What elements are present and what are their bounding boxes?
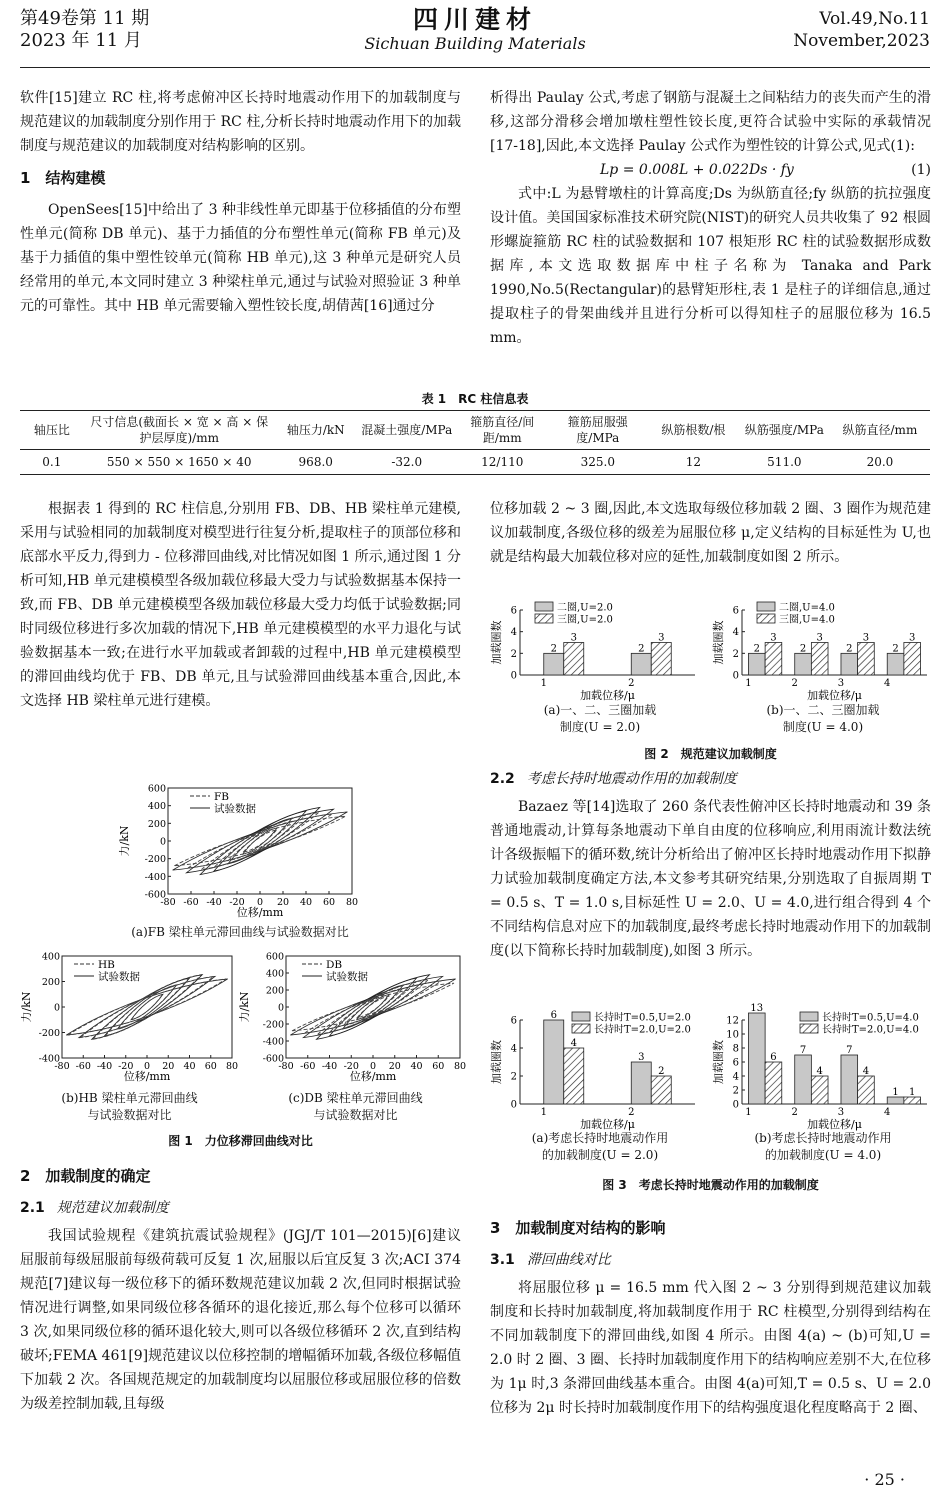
x-tick-label: 20 bbox=[276, 897, 290, 908]
caption-line: 与试验数据对比 bbox=[313, 1108, 398, 1122]
fig2-caption: 图 2 规范建议加载制度 bbox=[644, 747, 777, 761]
bar-value-label: 7 bbox=[799, 1045, 807, 1056]
table-cell: 0.1 bbox=[42, 455, 62, 469]
x-tick-label: 0 bbox=[256, 897, 264, 908]
bar bbox=[748, 653, 765, 675]
col-header: 箍筋屈服强度/MPa bbox=[567, 415, 628, 445]
bar-value-label: 7 bbox=[846, 1045, 853, 1056]
y-tick-label: 0 bbox=[732, 1099, 739, 1111]
table-header-row bbox=[20, 411, 930, 450]
y-tick-label: 2 bbox=[732, 648, 739, 660]
y-tick-label: 4 bbox=[510, 627, 517, 639]
equation-1 bbox=[490, 158, 931, 182]
bar-value-label: 3 bbox=[570, 632, 577, 644]
bar bbox=[564, 1048, 584, 1104]
bar-value-label: 2 bbox=[892, 643, 899, 655]
experiment-loop bbox=[330, 978, 417, 1036]
section-3-heading: 3 加载制度对结构的影响 bbox=[490, 1219, 666, 1237]
bar-value-label: 2 bbox=[658, 1066, 665, 1077]
experiment-loop bbox=[131, 994, 163, 1020]
bar bbox=[748, 1013, 765, 1104]
page-number: · 25 · bbox=[864, 1470, 905, 1489]
y-tick-label: -400 bbox=[262, 1036, 284, 1048]
y-tick-label: -400 bbox=[38, 1053, 60, 1065]
x-axis-label: 位移/mm bbox=[123, 1070, 171, 1083]
bar bbox=[651, 643, 671, 676]
y-tick-label: 6 bbox=[732, 605, 739, 617]
chart-fig1c bbox=[240, 950, 465, 1085]
table-cell: -32.0 bbox=[391, 455, 423, 469]
heading-text: 考虑长持时地震动作用的加载制度 bbox=[526, 771, 737, 787]
legend-swatch bbox=[535, 614, 553, 623]
y-tick-label: 2 bbox=[732, 1085, 739, 1097]
bar-value-label: 4 bbox=[816, 1066, 823, 1077]
page-header bbox=[20, 6, 930, 68]
x-tick-label: -20 bbox=[118, 1061, 134, 1072]
plot-frame bbox=[62, 956, 232, 1058]
caption-line: (c)DB 梁柱单元滞回曲线 bbox=[288, 1091, 423, 1105]
x-tick-label: 80 bbox=[453, 1061, 467, 1072]
right-column-middle bbox=[490, 497, 931, 569]
bar-value-label: 3 bbox=[909, 632, 916, 644]
caption-line: 的加载制度(U = 2.0) bbox=[541, 1148, 659, 1162]
chart-fig1a bbox=[120, 782, 360, 922]
legend-label: 试验数据 bbox=[214, 803, 256, 815]
legend-label: 长持时T=0.5,U=2.0 bbox=[594, 1012, 691, 1024]
x-axis-label: 加载位移/μ bbox=[807, 689, 862, 702]
bar bbox=[795, 653, 812, 675]
bar-value-label: 2 bbox=[753, 643, 760, 655]
left-column-top bbox=[20, 86, 461, 318]
model-loop bbox=[292, 983, 454, 1031]
x-tick-label: -80 bbox=[278, 1061, 294, 1072]
y-tick-label: 200 bbox=[41, 977, 60, 988]
y-tick-label: -600 bbox=[262, 1053, 284, 1065]
legend-label: 试验数据 bbox=[98, 971, 140, 983]
bar bbox=[887, 653, 904, 675]
heading-text: 规范建议加载制度 bbox=[56, 1200, 169, 1216]
volume-issue: 第49卷第 11 期 bbox=[20, 8, 150, 29]
fig1b-caption bbox=[22, 1090, 237, 1124]
model-loop bbox=[131, 994, 162, 1020]
model-loop bbox=[330, 982, 415, 1031]
y-tick-label: 4 bbox=[732, 1071, 739, 1083]
paragraph: 根据表 1 得到的 RC 柱信息,分别用 FB、DB、HB 梁柱单元建模,采用与试验相同的加载制度对模型进行往复分析,提取柱子的顶部位移和底部水平反力,得到力 - 位移滞回曲线,对比情况如图 1 所示,通过图 1 分析可知,HB 单元建模模型各级加载位移最大受力与试验数据基本保持一致,而 FB、DB 单元建模模型各级加载位移最大受力均低于试验数据;同时同级位移进行多次加载的情况下,HB 单元建模模型的水平力退化与试验数据基本一致;在进行水平加载或者卸载的过程中,HB 单元建模模型的滞回曲线均优于 FB、DB 单元,且与试验滞回曲线基本重合,因此,本文选择 HB 梁柱单元进行建模。 bbox=[20, 501, 461, 709]
y-tick-label: -200 bbox=[262, 1019, 284, 1031]
x-tick-label: 60 bbox=[322, 897, 336, 908]
x-tick-label: 1 bbox=[745, 678, 752, 689]
y-tick-label: 400 bbox=[265, 968, 284, 980]
y-tick-label: 10 bbox=[726, 1029, 739, 1041]
y-tick-label: 2 bbox=[510, 648, 517, 660]
x-tick-label: 4 bbox=[884, 678, 891, 689]
caption-line: 制度(U = 2.0) bbox=[559, 720, 641, 734]
fig1c-caption bbox=[248, 1090, 463, 1124]
y-tick-label: 0 bbox=[53, 1002, 60, 1014]
x-tick-label: 1 bbox=[540, 1107, 547, 1118]
experiment-loop bbox=[316, 975, 429, 1040]
legend-label: 二圈,U=2.0 bbox=[557, 602, 613, 614]
model-loop bbox=[68, 979, 226, 1035]
legend-label: 长持时T=2.0,U=2.0 bbox=[594, 1024, 691, 1036]
table-cell: 12/110 bbox=[481, 455, 524, 469]
caption-line: (a)考虑长持时地震动作用 bbox=[531, 1131, 669, 1145]
x-tick-label: 40 bbox=[410, 1061, 423, 1072]
y-axis-label: 加载圈数 bbox=[712, 1040, 725, 1084]
bar-value-label: 2 bbox=[550, 643, 557, 655]
col-header: 尺寸信息(截面长 × 宽 × 高 × 保护层厚度)/mm bbox=[90, 415, 269, 445]
plot-frame bbox=[168, 788, 352, 894]
caption-line: (b)考虑长持时地震动作用 bbox=[754, 1131, 892, 1145]
fig2a-caption bbox=[495, 702, 705, 736]
bar-value-label: 6 bbox=[550, 1010, 557, 1021]
paragraph: 我国试验规程《建筑抗震试验规程》(JGJ/T 101—2015)[6]建议屈服前每级屈服前每级荷载可反复 1 次,屈服以后宜反复 3 次;ACI 374 规范[7]建议每一级位移下的循环数规范建议加载 2 次,但同时根据试验情况进行调整,如果同级位移各循环的退化接近,那么每个位移可以循环 3 次,如果同级位移的循环退化较大,则可以各级位移循环 2 次,直到结构破坏;FEMA 461[9]规范建议以位移控制的增幅循环加载,各级位移幅值下加载 2 次。各国规范规定的加载制度均以屈服位移或屈服位移的倍数为级差控制加载,且每级 bbox=[20, 1228, 461, 1412]
experiment-loop bbox=[214, 811, 306, 871]
model-loop bbox=[105, 978, 188, 1036]
paragraph: OpenSees[15]中给出了 3 种非线性单元即基于位移插值的分布塑性单元(简称 DB 单元)、基于力插值的分布塑性单元(简称 FB 单元)及基于力插值的集中塑性铰单元(简称 HB 单元),这 3 种单元是研究人员经常用的单元,本文同时建立 3 种梁柱单元,通过与试验对照验证 3 种单元的可靠性。其中 HB 单元需要输入塑性铰长度,胡倩茜[16]通过分 bbox=[20, 202, 461, 314]
rc-column-info-table bbox=[20, 410, 930, 475]
bar bbox=[631, 1062, 651, 1104]
right-column-2-2 bbox=[490, 765, 931, 963]
legend-label: 三圈,U=4.0 bbox=[779, 614, 835, 626]
bar bbox=[765, 1062, 782, 1104]
paragraph: Bazaez 等[14]选取了 260 条代表性俯冲区长持时地震动和 39 条普通地震动,计算每条地震动下单自由度的位移响应,利用雨流计数法统计各级振幅下的循环数,统计分析给出了俯冲区长持时地震动作用下拟静力试验加载制度确定方法,本文参考其研究结果,分别选取了自振周期 T = 0.5 s、T = 1.0 s,目标延性 U = 2.0、U = 4.0,进行组合得到 4 个不同结构信息对应下的加载制度,最终考虑长持时地震动作用下的加载制度(以下简称长持时加载制度),如图 3 所示。 bbox=[490, 799, 931, 959]
table-1 bbox=[20, 388, 930, 475]
y-tick-label: 0 bbox=[159, 836, 166, 848]
left-column-middle bbox=[20, 497, 461, 713]
bar bbox=[811, 1076, 828, 1104]
fig2b-caption bbox=[718, 702, 928, 736]
model-loop bbox=[188, 814, 332, 868]
y-tick-label: -200 bbox=[38, 1028, 60, 1039]
legend-label: 长持时T=2.0,U=4.0 bbox=[822, 1024, 919, 1036]
y-axis-label: 加载圈数 bbox=[490, 620, 503, 665]
y-tick-label: 600 bbox=[147, 783, 166, 795]
bar-value-label: 2 bbox=[638, 643, 645, 655]
x-axis-label: 加载位移/μ bbox=[807, 1118, 862, 1131]
paragraph: 析得出 Paulay 公式,考虑了钢筋与混凝土之间粘结力的丧失而产生的滑移,这部分滑移会增加墩柱塑性铰长度,更符合试验中实际的承载情况[17-18],因此,本文选择 Paulay 公式作为塑性铰的计算公式,见式(1): bbox=[490, 90, 931, 154]
legend-label: 三圈,U=2.0 bbox=[557, 614, 613, 626]
y-tick-label: 6 bbox=[510, 605, 517, 617]
legend-label: FB bbox=[214, 791, 230, 803]
bar bbox=[858, 643, 875, 676]
caption-line: (b)HB 梁柱单元滞回曲线 bbox=[61, 1091, 198, 1105]
y-axis-label: 加载圈数 bbox=[490, 1040, 503, 1084]
x-tick-label: 3 bbox=[837, 1107, 845, 1118]
y-axis-label: 力/kN bbox=[238, 991, 251, 1023]
table-cell: 550 × 550 × 1650 × 40 bbox=[106, 455, 252, 469]
x-axis-label: 加载位移/μ bbox=[580, 689, 635, 702]
x-tick-label: 80 bbox=[225, 1061, 239, 1072]
table-cell: 511.0 bbox=[767, 455, 802, 469]
x-tick-label: 4 bbox=[884, 1107, 891, 1118]
legend-swatch bbox=[572, 1012, 590, 1021]
x-tick-label: 60 bbox=[432, 1061, 445, 1072]
bar-value-label: 4 bbox=[862, 1066, 870, 1077]
section-2-heading: 2 加载制度的确定 bbox=[20, 1167, 151, 1185]
x-tick-label: 2 bbox=[628, 1107, 635, 1118]
chart-fig3b bbox=[712, 1003, 932, 1131]
col-header: 纵筋根数/根 bbox=[661, 423, 726, 437]
caption-line: 制度(U = 4.0) bbox=[782, 720, 864, 734]
x-tick-label: 1 bbox=[745, 1107, 752, 1118]
y-tick-label: 400 bbox=[147, 801, 166, 813]
model-loop bbox=[174, 816, 345, 866]
caption-line: (b)一、二、三圈加载 bbox=[766, 703, 880, 717]
table-row bbox=[20, 450, 930, 475]
legend-label: 试验数据 bbox=[326, 971, 368, 983]
left-column-bottom bbox=[20, 1162, 461, 1416]
experiment-loop bbox=[200, 807, 320, 874]
x-tick-label: 0 bbox=[143, 1061, 151, 1072]
y-tick-label: 600 bbox=[265, 951, 284, 963]
paragraph: 式中:L 为悬臂墩柱的计算高度;Ds 为纵筋直径;fy 纵筋的抗拉强度设计值。美国国家标准技术研究院(NIST)的研究人员共收集了 92 根圆形螺旋箍筋 RC 柱的试验数据和 107 根矩形 RC 柱的试验数据形成数据库,本文选取数据库中柱子名称为 Tanaka and Park 1990,No.5(Rectangular)的悬臂矩形柱,表 1 是柱子的详细信息,通过提取柱子的骨架曲线并且进行分析可以得知柱子的屈服位移为 16.5 mm。 bbox=[490, 186, 931, 346]
equation-number: (1) bbox=[911, 162, 931, 178]
model-loop bbox=[80, 976, 213, 1037]
bar-value-label: 1 bbox=[909, 1087, 916, 1098]
y-tick-label: 8 bbox=[732, 1043, 739, 1055]
bar bbox=[544, 653, 564, 675]
x-tick-label: 3 bbox=[837, 678, 845, 689]
y-tick-label: 0 bbox=[277, 1002, 284, 1014]
chart-fig2b bbox=[712, 600, 932, 700]
section-2-2-heading bbox=[490, 767, 931, 791]
x-tick-label: 20 bbox=[162, 1061, 175, 1072]
y-tick-label: 12 bbox=[726, 1015, 739, 1027]
y-tick-label: 2 bbox=[510, 1071, 517, 1083]
table-cell: 968.0 bbox=[298, 455, 333, 469]
legend-swatch bbox=[572, 1024, 590, 1033]
y-axis-label: 力/kN bbox=[118, 825, 131, 857]
x-tick-label: 0 bbox=[369, 1061, 377, 1072]
bar-value-label: 3 bbox=[658, 632, 665, 644]
y-axis-label: 加载圈数 bbox=[712, 620, 725, 665]
x-tick-label: 40 bbox=[299, 897, 313, 908]
fig3-caption: 图 3 考虑长持时地震动作用的加载制度 bbox=[602, 1178, 819, 1192]
heading-number: 2.2 bbox=[490, 771, 515, 787]
bar bbox=[651, 1076, 671, 1104]
x-tick-label: -20 bbox=[229, 897, 245, 908]
table-cell: 12 bbox=[685, 455, 701, 469]
legend-swatch bbox=[535, 602, 553, 611]
x-tick-label: -60 bbox=[300, 1061, 316, 1072]
x-tick-label: -80 bbox=[54, 1061, 70, 1072]
fig3a-caption bbox=[495, 1130, 705, 1164]
bar-value-label: 2 bbox=[846, 643, 853, 655]
right-column-top bbox=[490, 86, 931, 350]
legend-swatch bbox=[757, 602, 775, 611]
volume-issue-en: Vol.49,No.11 bbox=[819, 9, 930, 29]
bar-value-label: 3 bbox=[770, 632, 777, 644]
y-tick-label: -200 bbox=[144, 854, 166, 866]
y-tick-label: 400 bbox=[41, 951, 60, 963]
x-tick-label: 1 bbox=[540, 678, 547, 689]
x-tick-label: 2 bbox=[791, 1107, 798, 1118]
col-header: 混凝土强度/MPa bbox=[361, 423, 453, 437]
y-tick-label: 4 bbox=[732, 627, 739, 639]
model-loop bbox=[215, 815, 305, 866]
bar-value-label: 1 bbox=[892, 1087, 899, 1098]
x-tick-label: 2 bbox=[628, 678, 635, 689]
y-tick-label: 0 bbox=[510, 670, 517, 682]
issue-info-en bbox=[793, 8, 930, 52]
chart-fig3a bbox=[490, 1010, 705, 1130]
plot-frame bbox=[286, 956, 460, 1058]
paragraph: 将屈服位移 μ = 16.5 mm 代入图 2 ~ 3 分别得到规范建议加载制度和长持时加载制度,将加载制度作用于 RC 柱模型,分别得到结构在不同加载制度下的滞回曲线,如图 4 所示。由图 4(a) ~ (b)可知,U = 2.0 时 2 圈、3 圈、长持时加载制度作用下的结构响应差别不大,在位移为 1μ 时,3 条滞回曲线基本重合。由图 4(a)可知,T = 0.5 s、U = 2.0 位移为 2μ 时长持时加载制度作用下的结构强度退化程度略高于 2 圈、 bbox=[490, 1280, 931, 1416]
y-axis-label: 力/kN bbox=[20, 991, 33, 1023]
legend-label: 长持时T=0.5,U=4.0 bbox=[822, 1012, 919, 1024]
bar-value-label: 4 bbox=[570, 1038, 577, 1049]
issue-date: 2023 年 11 月 bbox=[20, 30, 142, 51]
caption-line: 的加载制度(U = 4.0) bbox=[764, 1148, 882, 1162]
col-header: 箍筋直径/间距/mm bbox=[470, 415, 535, 445]
bar bbox=[765, 643, 782, 676]
x-tick-label: -40 bbox=[206, 897, 222, 908]
x-axis-label: 加载位移/μ bbox=[580, 1118, 635, 1131]
bar bbox=[904, 643, 921, 676]
y-tick-label: -600 bbox=[144, 889, 166, 901]
right-column-bottom bbox=[490, 1208, 931, 1420]
section-1-heading: 1 结构建模 bbox=[20, 169, 106, 187]
bar bbox=[841, 653, 858, 675]
model-loop bbox=[318, 980, 429, 1035]
chart-fig1b bbox=[22, 950, 237, 1085]
x-tick-label: -40 bbox=[96, 1061, 113, 1072]
bar-value-label: 6 bbox=[770, 1052, 777, 1063]
bar-value-label: 3 bbox=[816, 632, 823, 644]
col-header: 轴压比 bbox=[33, 423, 70, 437]
bar-value-label: 3 bbox=[862, 632, 870, 644]
fig1a-caption: (a)FB 梁柱单元滞回曲线与试验数据对比 bbox=[131, 925, 349, 939]
bar-value-label: 13 bbox=[750, 1003, 764, 1014]
x-tick-label: 60 bbox=[204, 1061, 217, 1072]
model-loop bbox=[305, 981, 441, 1033]
heading-text: 滞回曲线对比 bbox=[526, 1252, 611, 1268]
bar bbox=[841, 1055, 858, 1104]
x-tick-label: -40 bbox=[321, 1061, 338, 1072]
paragraph: 位移加载 2 ~ 3 圈,因此,本文选取每级位移加载 2 圈、3 圈作为规范建议加载制度,各级位移的级差为屈服位移 μ,定义结构的目标延性为 U,也就是结构最大加载位移对应的延性,加载制度如图 2 所示。 bbox=[490, 501, 931, 565]
bar-value-label: 2 bbox=[799, 643, 807, 655]
legend-swatch bbox=[800, 1012, 818, 1021]
model-loop bbox=[201, 812, 318, 869]
legend-swatch bbox=[800, 1024, 818, 1033]
col-header: 纵筋强度/MPa bbox=[744, 423, 824, 437]
heading-number: 2.1 bbox=[20, 1200, 45, 1216]
experiment-loop bbox=[66, 979, 228, 1035]
x-tick-label: -20 bbox=[343, 1061, 359, 1072]
y-tick-label: 200 bbox=[265, 985, 284, 997]
bar bbox=[887, 1097, 904, 1104]
fig3b-caption bbox=[718, 1130, 928, 1164]
x-tick-label: -80 bbox=[160, 897, 176, 908]
fig1-caption: 图 1 力位移滞回曲线对比 bbox=[168, 1134, 313, 1148]
legend-label: HB bbox=[98, 959, 115, 971]
y-tick-label: 4 bbox=[510, 1043, 517, 1055]
journal-logo: 四川建材 bbox=[412, 5, 537, 34]
bar bbox=[858, 1076, 875, 1104]
y-tick-label: 200 bbox=[147, 818, 166, 830]
bar bbox=[544, 1020, 564, 1104]
y-tick-label: -400 bbox=[144, 871, 166, 883]
col-header: 轴压力/kN bbox=[286, 423, 345, 437]
x-tick-label: 20 bbox=[388, 1061, 401, 1072]
table-cell: 325.0 bbox=[580, 455, 615, 469]
table-caption: 表 1 RC 柱信息表 bbox=[421, 392, 529, 406]
y-tick-label: 0 bbox=[510, 1099, 517, 1111]
experiment-loop bbox=[105, 978, 190, 1036]
x-axis-label: 位移/mm bbox=[349, 1070, 397, 1083]
x-tick-label: 40 bbox=[183, 1061, 196, 1072]
chart-fig2a bbox=[490, 600, 705, 700]
experiment-loop bbox=[79, 976, 215, 1037]
paragraph: 软件[15]建立 RC 柱,将考虑俯冲区长持时地震动作用下的加载制度与规范建议的加载制度分别作用于 RC 柱,分析长持时地震动作用下的加载制度与规范建议的加载制度对结构影响的区别。 bbox=[20, 90, 461, 154]
x-tick-label: -60 bbox=[183, 897, 199, 908]
table-cell: 20.0 bbox=[866, 455, 894, 469]
bar bbox=[795, 1055, 812, 1104]
x-tick-label: 80 bbox=[345, 897, 359, 908]
legend-label: 二圈,U=4.0 bbox=[779, 602, 835, 614]
bar bbox=[811, 643, 828, 676]
section-2-1-heading bbox=[20, 1196, 461, 1220]
section-3-1-heading bbox=[490, 1248, 931, 1272]
bar bbox=[904, 1097, 921, 1104]
bar bbox=[631, 653, 651, 675]
caption-line: 与试验数据对比 bbox=[87, 1108, 172, 1122]
y-tick-label: 0 bbox=[732, 670, 739, 682]
journal-english-name: Sichuan Building Materials bbox=[364, 34, 586, 53]
heading-number: 3.1 bbox=[490, 1252, 515, 1268]
y-tick-label: 6 bbox=[510, 1015, 517, 1027]
issue-date-en: November,2023 bbox=[793, 31, 930, 51]
legend-swatch bbox=[757, 614, 775, 623]
bar bbox=[564, 643, 584, 676]
bar-value-label: 3 bbox=[638, 1052, 645, 1063]
col-header: 纵筋直径/mm bbox=[842, 423, 918, 437]
y-tick-label: 6 bbox=[732, 1057, 739, 1069]
x-axis-label: 位移/mm bbox=[236, 906, 284, 919]
equation-body: Lp = 0.008L + 0.022Ds · fy bbox=[600, 162, 794, 178]
x-tick-label: -60 bbox=[75, 1061, 91, 1072]
x-tick-label: 2 bbox=[791, 678, 798, 689]
experiment-loop bbox=[92, 975, 203, 1040]
legend-label: DB bbox=[326, 959, 343, 971]
caption-line: (a)一、二、三圈加载 bbox=[543, 703, 657, 717]
model-loop bbox=[93, 975, 201, 1040]
